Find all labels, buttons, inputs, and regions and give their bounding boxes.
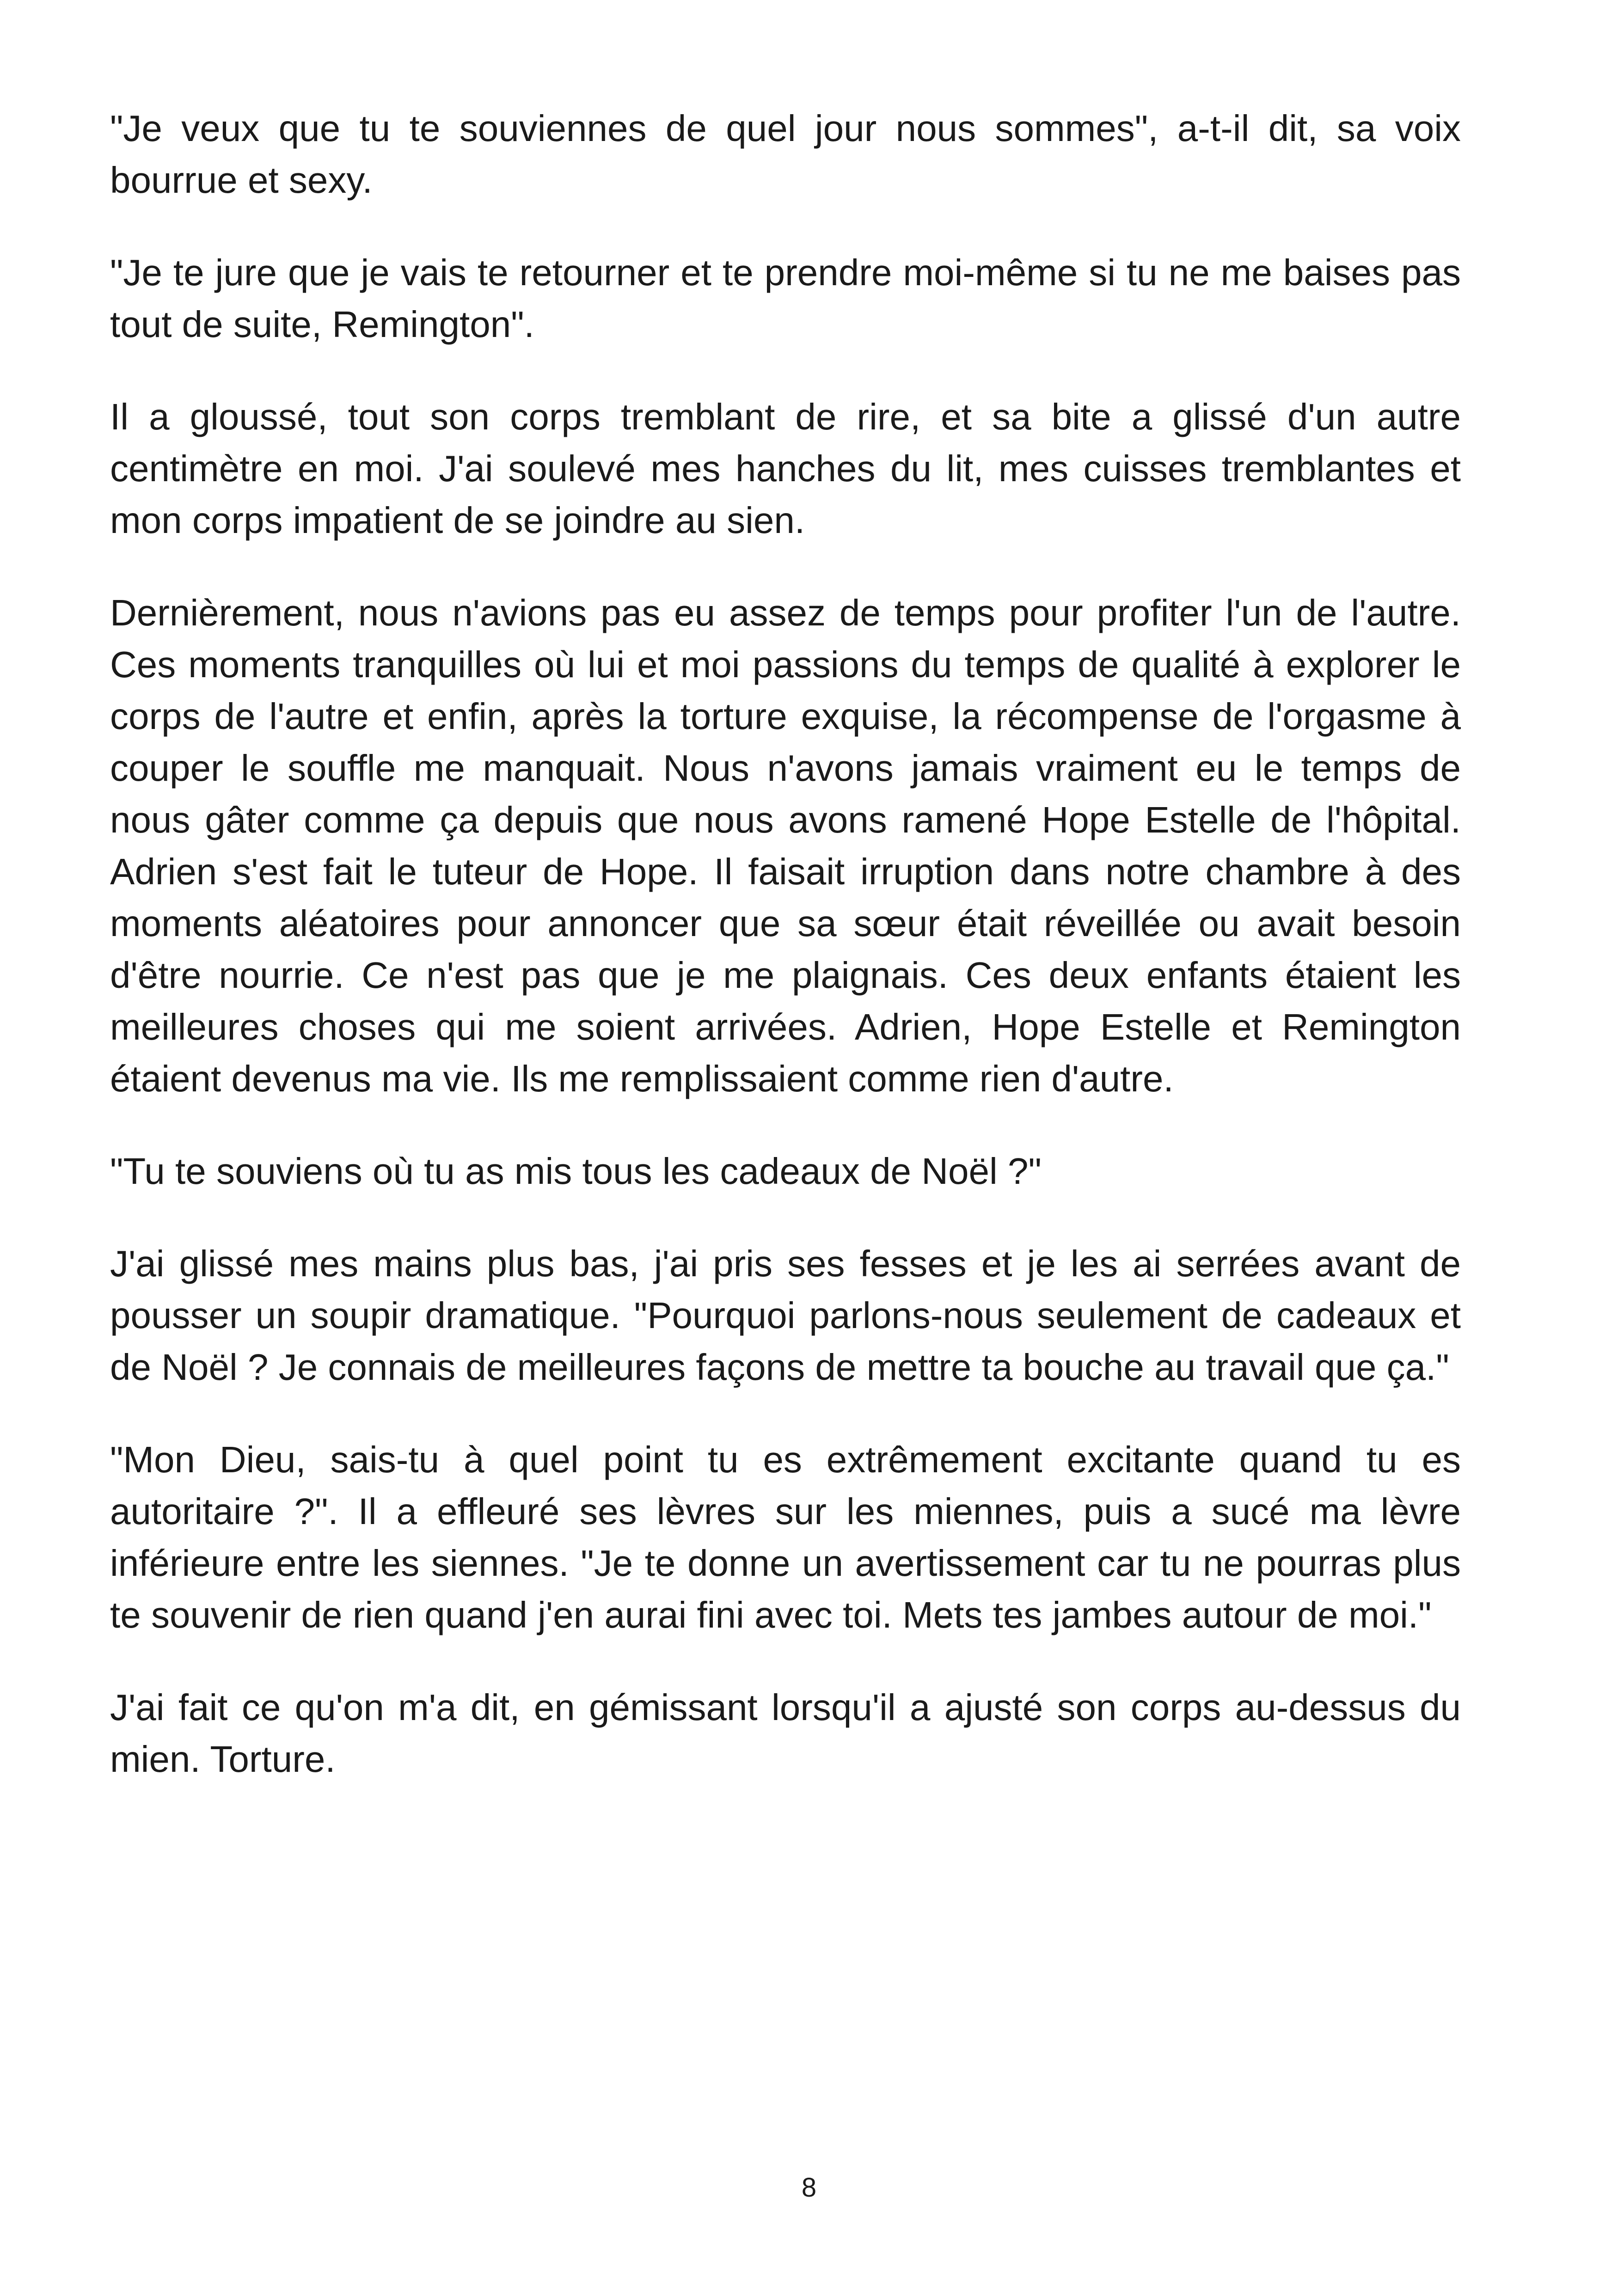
paragraph-4: Dernièrement, nous n'avions pas eu assez de temps pour profiter l'un de l'autre. Ces moments tranquilles où lui et moi passions du temps de qualité à explorer le corps de l'autre et enfin, après la torture exquise, la récompense de l'orgasme à couper le souffle me manquait. Nous n'avons jamais vraiment eu le temps de nous gâter comme ça depuis que nous avons ramené Hope Estelle de l'hôpital. Adrien s'est fait le tuteur de Hope. Il faisait irruption dans notre chambre à des moments aléatoires pour annoncer que sa sœur était réveillée ou avait besoin d'être nourrie. Ce n'est pas que je me plaignais. Ces deux enfants étaient les meilleures choses qui me soient arrivées. Adrien, Hope Estelle et Remington étaient devenus ma vie. Ils me remplissaient comme rien d'autre.	[110, 592, 1461, 1099]
paragraph-2: "Je te jure que je vais te retourner et te prendre moi-même si tu ne me baises pas tout de suite, Remington".	[110, 252, 1461, 345]
paragraph-5: "Tu te souviens où tu as mis tous les cadeaux de Noël ?"	[110, 1151, 1042, 1192]
paragraph-8: J'ai fait ce qu'on m'a dit, en gémissant lorsqu'il a ajusté son corps au-dessus du mien. Torture.	[110, 1687, 1461, 1780]
paragraph-3: Il a gloussé, tout son corps tremblant de rire, et sa bite a glissé d'un autre centimètre en moi. J'ai soulevé mes hanches du lit, mes cuisses tremblantes et mon corps impatient de se joindre au sien.	[110, 396, 1461, 541]
paragraph-1: "Je veux que tu te souviennes de quel jour nous sommes", a-t-il dit, sa voix bourrue et sexy.	[110, 108, 1461, 201]
page-number: 8	[801, 2173, 817, 2203]
paragraph-7: "Mon Dieu, sais-tu à quel point tu es extrêmement excitante quand tu es autoritaire ?". Il a effleuré ses lèvres sur les miennes, puis a sucé ma lèvre inférieure entre les siennes. "Je te donne un avertissement car tu ne pourras plus te souvenir de rien quand j'en aurai fini avec toi. Mets tes jambes autour de moi."	[110, 1439, 1461, 1635]
body-text	[110, 103, 1461, 1826]
paragraph-6: J'ai glissé mes mains plus bas, j'ai pris ses fesses et je les ai serrées avant de pousser un soupir dramatique. "Pourquoi parlons-nous seulement de cadeaux et de Noël ? Je connais de meilleures façons de mettre ta bouche au travail que ça."	[110, 1243, 1461, 1388]
